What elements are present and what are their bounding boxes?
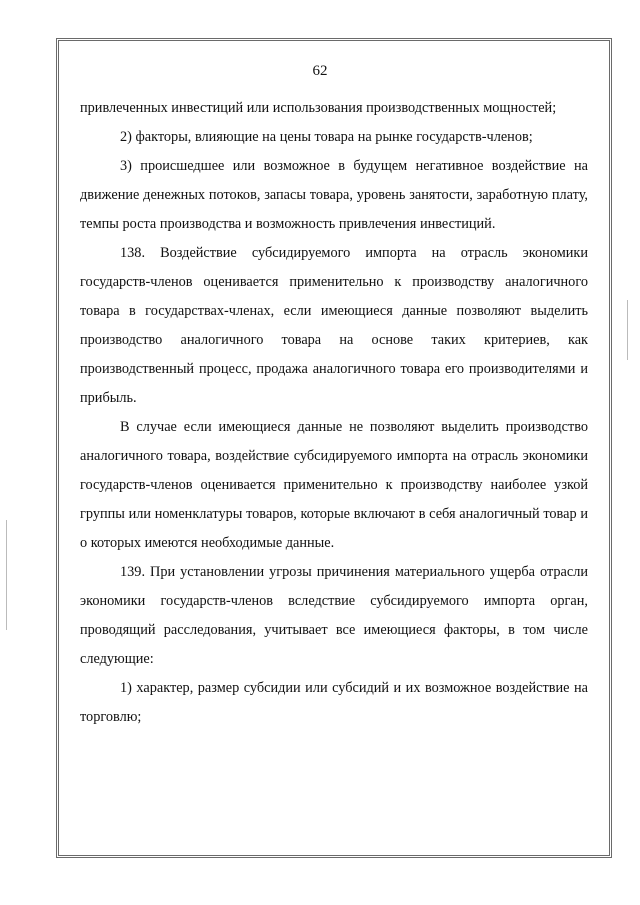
paragraph-139-item-1: 1) характер, размер субсидии или субсидий и их возможное воздействие на торговлю; bbox=[80, 680, 588, 725]
scan-edge-mark bbox=[6, 520, 7, 630]
paragraph-continuation: привлеченных инвестиций или использования производственных мощностей; bbox=[80, 100, 557, 116]
scan-edge-mark bbox=[627, 300, 628, 360]
paragraph-138: 138. Воздействие субсидируемого импорта на отрасль экономики государств-членов оценивается применительно к производству аналогичного товара в государствах-членах, если имеющиеся данные позволяют выделить производство аналогичного товара на основе таких критериев, как производственный процесс, продажа аналогичного товара его производителями и прибыль. bbox=[80, 245, 588, 406]
paragraph-item-3: 3) происшедшее или возможное в будущем негативное воздействие на движение денежных потоков, запасы товара, уровень занятости, заработную плату, темпы роста производства и возможность привлечения инвестиций. bbox=[80, 158, 588, 232]
document-body bbox=[80, 94, 588, 732]
paragraph-139: 139. При установлении угрозы причинения материального ущерба отрасли экономики государств-членов вследствие субсидируемого импорта орган, проводящий расследования, учитывает все имеющиеся факторы, в том числе следующие: bbox=[80, 564, 588, 667]
paragraph-item-2: 2) факторы, влияющие на цены товара на рынке государств-членов; bbox=[120, 129, 533, 145]
paragraph-138-continuation: В случае если имеющиеся данные не позволяют выделить производство аналогичного товара, воздействие субсидируемого импорта на отрасль экономики государств-членов оценивается применительно к производству наиболее узкой группы или номенклатуры товаров, которые включают в себя аналогичный товар и о которых имеются необходимые данные. bbox=[80, 419, 588, 551]
page-number: 62 bbox=[312, 63, 328, 79]
